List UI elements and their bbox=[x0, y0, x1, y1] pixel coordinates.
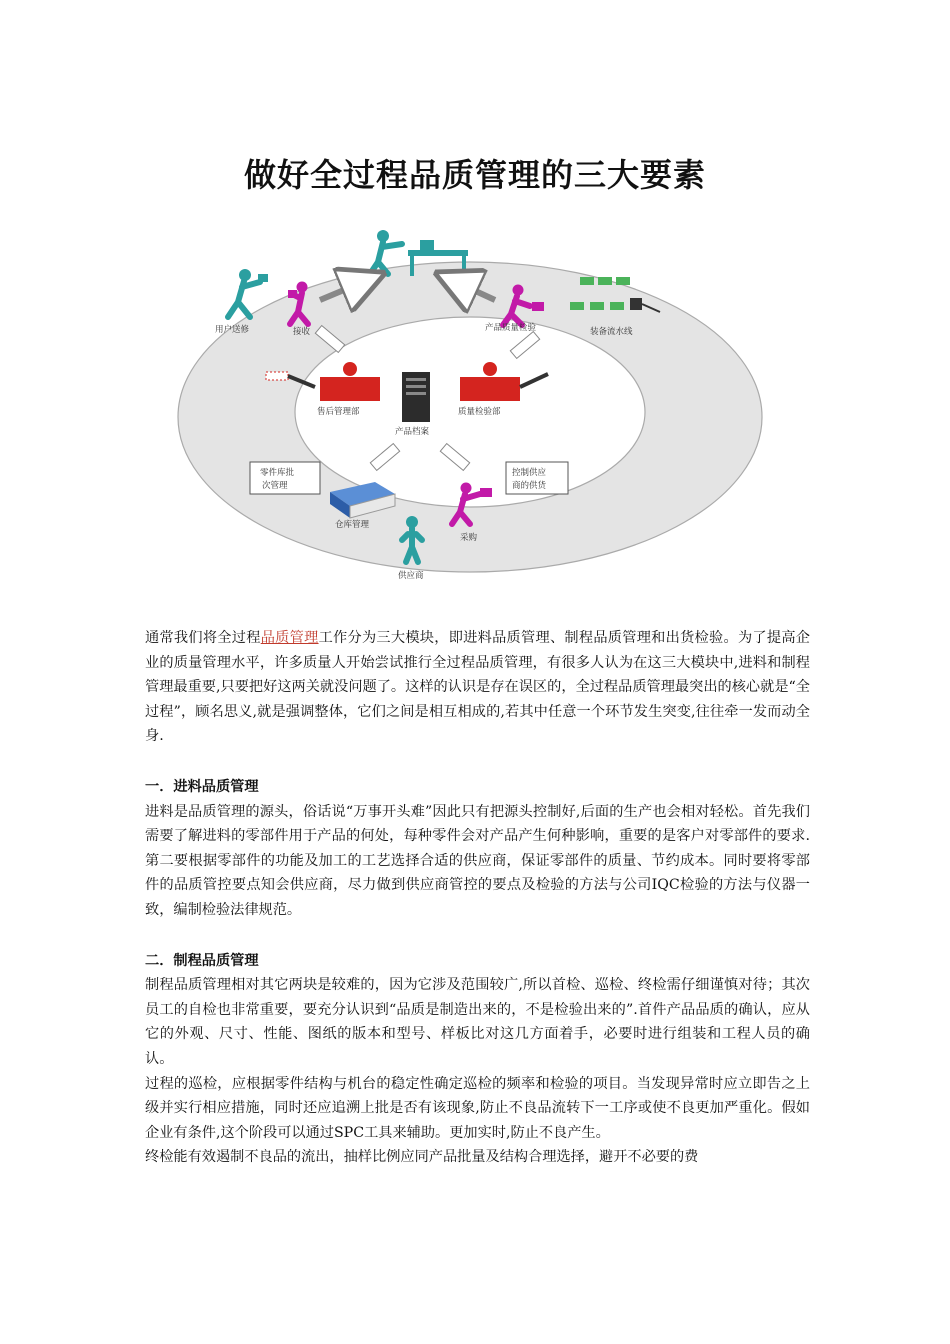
page-title: 做好全过程品质管理的三大要素 bbox=[243, 156, 706, 194]
server-icon bbox=[402, 372, 430, 422]
quality-process-diagram bbox=[170, 222, 770, 592]
svg-text:接收: 接收 bbox=[293, 327, 311, 337]
svg-text:零件库批: 零件库批 bbox=[260, 468, 295, 478]
svg-text:商的供货: 商的供货 bbox=[512, 481, 547, 491]
svg-text:售后管理部: 售后管理部 bbox=[317, 407, 360, 417]
section2-heading: 二．制程品质管理 bbox=[145, 952, 259, 969]
svg-text:质量检验部: 质量检验部 bbox=[458, 407, 501, 417]
svg-text:供应商: 供应商 bbox=[398, 571, 424, 581]
svg-text:产品档案: 产品档案 bbox=[395, 427, 430, 437]
section1-heading: 一．进料品质管理 bbox=[145, 778, 259, 795]
article-body bbox=[145, 626, 810, 1170]
intro-paragraph: 通常我们将全过程品质管理工作分为三大模块，即进料品质管理、制程品质管理和出货检验。为了提高企业的质量管理水平，许多质量人开始尝试推行全过程品质管理，有很多人认为在这三大模块中,进料和制程管理最重要,只要把好这两关就没问题了。这样的认识是存在误区的，全过程品质管理最突出的核心就是“全过程”，顾名思义,就是强调整体，它们之间是相互相成的,若其中任意一个环节发生突变,往往牵一发而动全身. bbox=[145, 630, 810, 745]
svg-text:次管理: 次管理 bbox=[262, 481, 288, 491]
section2-paragraph-2: 过程的巡检，应根据零件结构与机台的稳定性确定巡检的频率和检验的项目。当发现异常时应立即告之上级并实行相应措施，同时还应追溯上批是否有该现象,防止不良品流转下一工序或使不良更加严重化。假如企业有条件,这个阶段可以通过SPC工具来辅助。更加实时,防止不良产生。 bbox=[145, 1075, 810, 1141]
section2-paragraph-3: 终检能有效遏制不良品的流出，抽样比例应同产品批量及结构合理选择，避开不必要的费 bbox=[145, 1149, 699, 1166]
svg-text:产品质量检验: 产品质量检验 bbox=[485, 323, 537, 333]
svg-text:用户送修: 用户送修 bbox=[215, 325, 250, 335]
quality-management-link[interactable]: 品质管理 bbox=[260, 630, 319, 646]
svg-text:仓库管理: 仓库管理 bbox=[335, 520, 370, 530]
section2-paragraph-1: 制程品质管理相对其它两块是较难的，因为它涉及范围较广,所以首检、巡检、终检需仔细谨慎对待；其次员工的自检也非常重要，要充分认识到“品质是制造出来的，不是检验出来的”.首件产品品质的确认，应从它的外观、尺寸、性能、图纸的版本和型号、样板比对这几方面着手，必要时进行组装和工程人员的确认。 bbox=[145, 977, 810, 1067]
svg-text:装备流水线: 装备流水线 bbox=[590, 327, 633, 337]
svg-text:采购: 采购 bbox=[460, 533, 478, 543]
svg-text:控制供应: 控制供应 bbox=[512, 468, 547, 478]
section1-paragraph: 进料是品质管理的源头，俗话说“万事开头难”因此只有把源头控制好,后面的生产也会相对轻松。首先我们需要了解进料的零部件用于产品的何处，每种零件会对产品产生何种影响，重要的是客户对零部件的要求.第二要根据零部件的功能及加工的工艺选择合适的供应商，保证零部件的质量、节约成本。同时要将零部件的品质管控要点知会供应商，尽力做到供应商管控的要点及检验的方法与公司IQC检验的方法与仪器一致，编制检验法律规范。 bbox=[145, 803, 810, 918]
